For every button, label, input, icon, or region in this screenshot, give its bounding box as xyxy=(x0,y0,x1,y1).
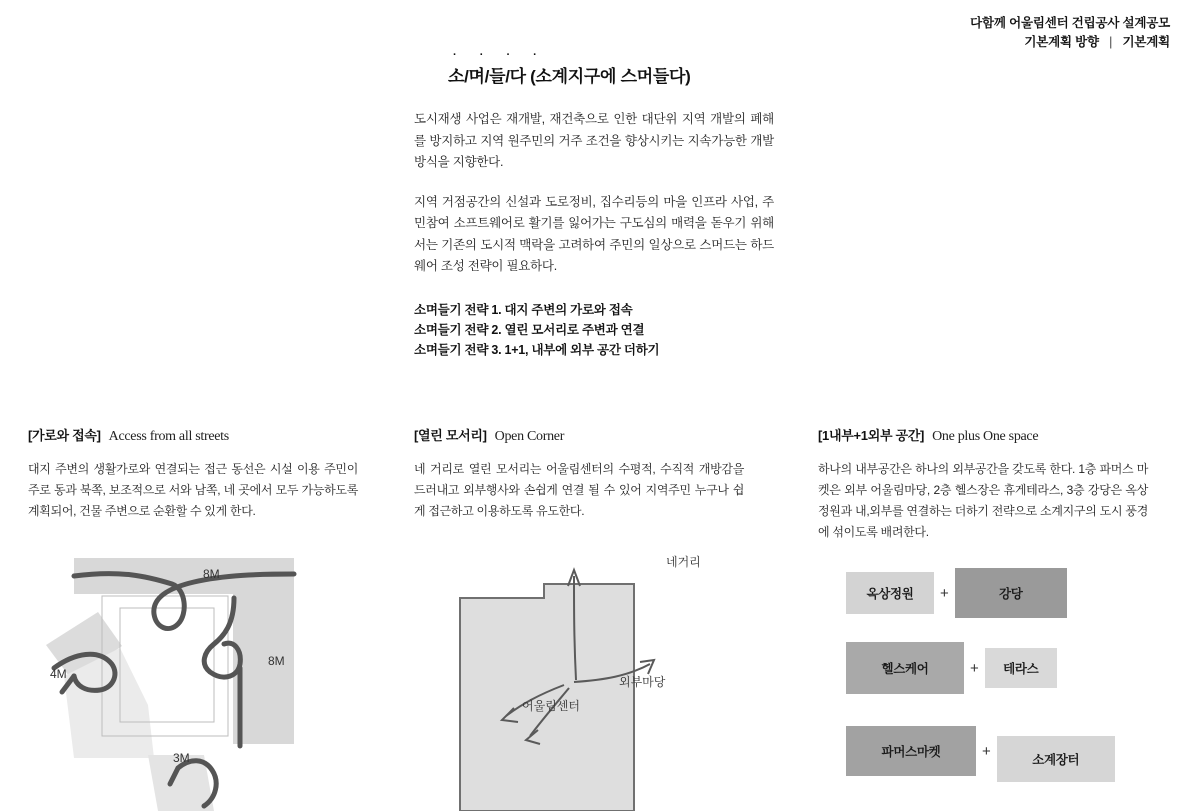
column-2-heading xyxy=(414,425,744,445)
block-farmers-market: 파머스마켓 xyxy=(846,726,976,776)
column-open-corner xyxy=(414,425,744,522)
open-corner-diagram-svg xyxy=(414,540,754,811)
column-2-body: 네 거리로 열린 모서리는 어울림센터의 수평적, 수직적 개방감을 드러내고 외부행사와 손쉽게 연결 될 수 있어 지역주민 누구나 쉽게 접근하고 이용하도록 유도한다. xyxy=(414,462,744,518)
plus-sign-2: + xyxy=(970,659,979,677)
block-auditorium: 강당 xyxy=(955,568,1067,618)
column-1-heading-en: Access from all streets xyxy=(108,429,229,444)
intro-title-text: 소/며/들/다 (소계지구에 스머들다) xyxy=(448,67,691,86)
strategy-item-2: 소며들기 전략 2. 열린 모서리로 주변과 연결 xyxy=(414,322,645,337)
title-dots: · · · · xyxy=(453,49,547,61)
figure-access-diagram xyxy=(28,540,368,811)
column-1-heading xyxy=(28,425,358,445)
column-one-plus-one-space xyxy=(818,425,1148,543)
column-1-heading-ko: [가로와 접속] xyxy=(28,428,101,443)
access-diagram-svg xyxy=(28,540,368,811)
plus-sign-1: + xyxy=(940,584,949,602)
block-row-2 xyxy=(846,642,1057,694)
header-separator: | xyxy=(1109,35,1113,50)
column-3-heading-en: One plus One space xyxy=(932,429,1039,444)
block-healthcare: 헬스케어 xyxy=(846,642,964,694)
column-2-heading-ko: [열린 모서리] xyxy=(414,428,487,443)
header-subtitle-left: 기본계획 방향 xyxy=(1024,35,1099,50)
column-1-body: 대지 주변의 생활가로와 연결되는 접근 동선은 시설 이용 주민이 주로 동과 북쪽, 보조적으로 서와 남쪽, 네 곳에서 모두 가능하도록 계획되어, 건물 주변으로 순환할 수 있게 한다. xyxy=(28,462,358,518)
document-header xyxy=(970,14,1170,53)
intro-section xyxy=(414,49,774,360)
intro-paragraph-1: 도시재생 사업은 재개발, 재건축으로 인한 대단위 지역 개발의 폐해를 방지하고 지역 원주민의 거주 조건을 향상시키는 지속가능한 개발방식을 지향한다. xyxy=(414,112,774,169)
column-2-heading-en: Open Corner xyxy=(494,429,565,444)
header-subtitle-right: 기본계획 xyxy=(1122,35,1170,50)
plus-sign-3: + xyxy=(982,742,991,760)
block-sogye-market: 소계장터 xyxy=(997,736,1115,782)
block-roof-garden: 옥상정원 xyxy=(846,572,934,614)
column-3-body: 하나의 내부공간은 하나의 외부공간을 갖도록 한다. 1층 파머스 마켓은 외부 어울림마당, 2층 헬스장은 휴게테라스, 3층 강당은 옥상정원과 내,외부를 연결하는 더하기 전략으로 소계지구의 도시 풍경에 섞이도록 배려한다. xyxy=(818,462,1148,539)
block-row-3 xyxy=(846,726,1115,776)
column-access-from-all-streets xyxy=(28,425,358,522)
column-3-heading xyxy=(818,425,1148,445)
figure2-label-intersection: 네거리 xyxy=(666,555,701,569)
header-title-line2 xyxy=(970,33,1170,52)
block-terrace: 테라스 xyxy=(985,648,1057,688)
figure1-label-1: 8M xyxy=(268,654,285,668)
figure1-label-2: 4M xyxy=(50,667,67,681)
header-title-line1: 다함께 어울림센터 건립공사 설계공모 xyxy=(970,16,1170,30)
figure2-label-center: 어울림센터 xyxy=(522,699,580,713)
figure-one-plus-one-diagram xyxy=(818,540,1163,811)
strategy-list xyxy=(414,300,774,361)
intro-title xyxy=(448,49,774,87)
figure1-label-3: 3M xyxy=(173,751,190,765)
strategy-item-3: 소며들기 전략 3. 1+1, 내부에 외부 공간 더하기 xyxy=(414,343,660,357)
strategy-item-1: 소며들기 전략 1. 대지 주변의 가로와 접속 xyxy=(414,302,633,317)
intro-paragraph-2: 지역 거점공간의 신설과 도로정비, 집수리등의 마을 인프라 사업, 주민참여 소프트웨어로 활기를 잃어가는 구도심의 매력을 돋우기 위해서는 기존의 도시적 맥락을 고려하여 주민의 일상으로 스머드는 하드웨어 조성 전략이 필요하다. xyxy=(414,194,774,273)
building-mass xyxy=(460,584,634,811)
block-row-1 xyxy=(846,568,1067,618)
figure-open-corner-diagram xyxy=(414,540,754,811)
figure1-label-0: 8M xyxy=(203,567,220,581)
figure2-label-outdoor-yard: 외부마당 xyxy=(619,675,666,689)
column-3-heading-ko: [1내부+1외부 공간] xyxy=(818,428,925,443)
